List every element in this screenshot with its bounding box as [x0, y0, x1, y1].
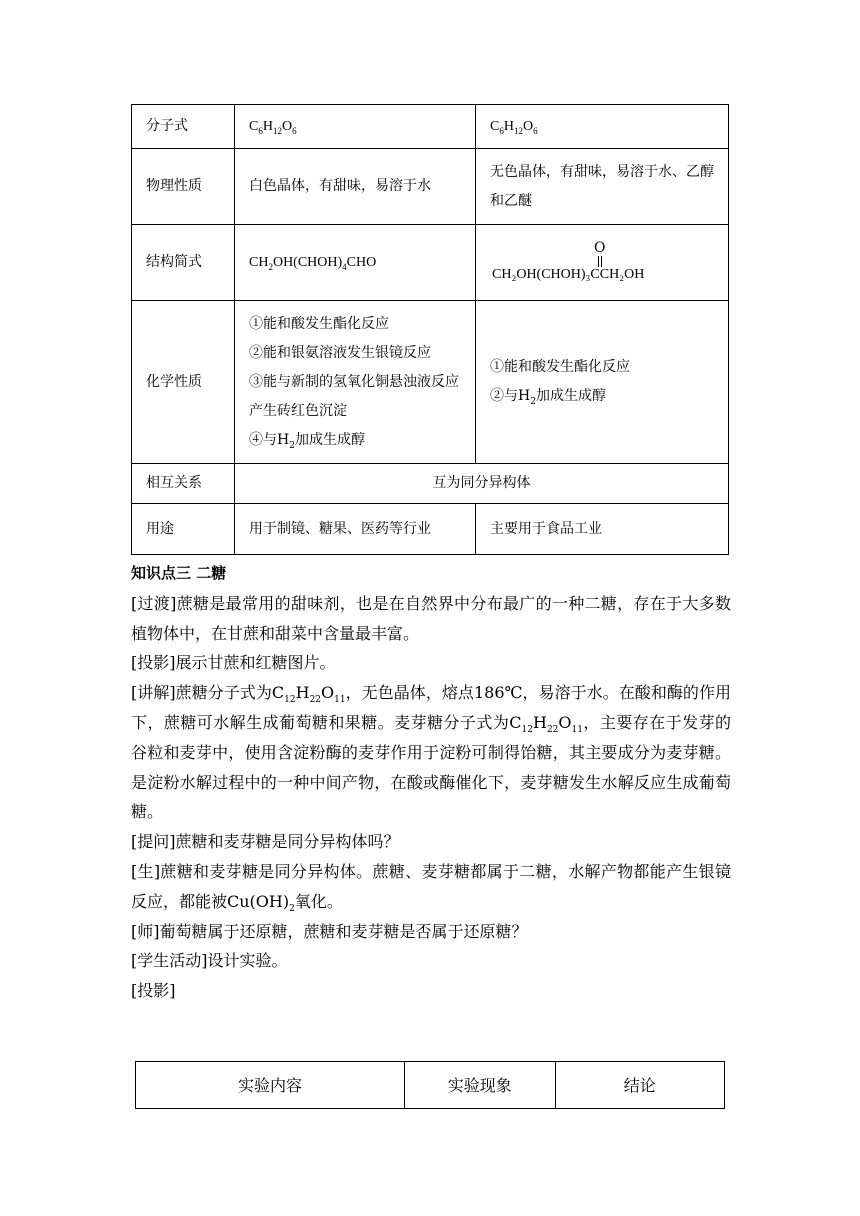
fructose-formula: $C_6H_{12}O_6$ — [476, 105, 729, 149]
row-label: 物理性质 — [132, 149, 235, 225]
table-row-usage — [132, 504, 729, 555]
fructose-structure — [476, 225, 729, 301]
fructose-chemical — [476, 301, 729, 464]
paragraph: [过渡]蔗糖是最常用的甜味剂，也是在自然界中分布最广的一种二糖，存在于大多数植物体中，在甘蔗和甜菜中含量最丰富。 — [131, 593, 731, 643]
glucose-formula: $C_6H_{12}O_6$ — [235, 105, 476, 149]
table-row-physical — [132, 149, 729, 225]
table-header-row — [136, 1062, 725, 1109]
table-row-structure — [132, 225, 729, 301]
list-item: ③能与新制的氢氧化铜悬浊液反应产生砖红色沉淀 — [249, 373, 459, 419]
list-item: ①能和酸发生酯化反应 — [249, 315, 389, 332]
paragraph: [投影]展示甘蔗和红糖图片。 — [131, 653, 336, 673]
row-label: 分子式 — [132, 105, 235, 149]
header-experiment-phenomenon: 实验现象 — [405, 1062, 556, 1109]
glucose-structure: $CH_2OH(CHOH)_4CHO$ — [235, 225, 476, 301]
row-label: 结构简式 — [132, 225, 235, 301]
glucose-physical: 白色晶体，有甜味，易溶于水 — [235, 149, 476, 225]
row-label: 相互关系 — [132, 464, 235, 504]
table-row-chemical — [132, 301, 729, 464]
list-item: ②与$H_2$加成生成醇 — [490, 388, 606, 407]
list-item: ②能和银氨溶液发生银镜反应 — [249, 344, 431, 361]
paragraph: [生]蔗糖和麦芽糖是同分异构体。蔗糖、麦芽糖都属于二糖，水解产物都能产生银镜反应，都能被$Cu(OH)_2$氧化。 — [131, 861, 731, 914]
section-body — [131, 559, 731, 1006]
glucose-fructose-comparison-table — [131, 104, 729, 555]
paragraph: [提问]蔗糖和麦芽糖是同分异构体吗？ — [131, 832, 400, 852]
paragraph: [投影] — [131, 981, 176, 1001]
paragraph: [师]葡萄糖属于还原糖，蔗糖和麦芽糖是否属于还原糖？ — [131, 921, 528, 941]
glucose-usage: 用于制镜、糖果、医药等行业 — [235, 504, 476, 555]
table-row-formula — [132, 105, 729, 149]
list-item: ④与$H_2$加成生成醇 — [249, 431, 365, 451]
header-experiment-content: 实验内容 — [136, 1062, 405, 1109]
glucose-chemical — [235, 301, 476, 464]
fructose-physical: 无色晶体，有甜味，易溶于水、乙醇和乙醚 — [476, 149, 729, 225]
header-conclusion: 结论 — [555, 1062, 724, 1109]
experiment-table — [135, 1061, 725, 1109]
paragraph: [讲解]蔗糖分子式为$C_{12}H_{22}O_{11}$，无色晶体，熔点186℃，易溶于水。在酸和酶的作用下，蔗糖可水解生成葡萄糖和果糖。麦芽糖分子式为$C_{12}H_{22}O_{11}$，主要存在于发芽的谷粒和麦芽中，使用含淀粉酶的麦芽作用于淀粉可制得饴糖，其主要成分为麦芽糖。是淀粉水解过程中的一种中间产物，在酸或酶催化下，麦芽糖发生水解反应生成葡萄糖。 — [131, 683, 731, 822]
carbonyl-oxygen: O — [594, 239, 606, 256]
row-label: 化学性质 — [132, 301, 235, 464]
relation-value: 互为同分异构体 — [235, 464, 729, 504]
fructose-usage: 主要用于食品工业 — [476, 504, 729, 555]
table-row-relation — [132, 464, 729, 504]
fructose-structure-line: CH₂OH(CHOH)₃CCH₂OH — [492, 266, 645, 282]
double-bond-mark — [598, 256, 602, 267]
section-heading: 知识点三 二糖 — [131, 564, 227, 582]
list-item: ①能和酸发生酯化反应 — [490, 359, 630, 375]
paragraph: [学生活动]设计实验。 — [131, 951, 288, 971]
row-label: 用途 — [132, 504, 235, 555]
